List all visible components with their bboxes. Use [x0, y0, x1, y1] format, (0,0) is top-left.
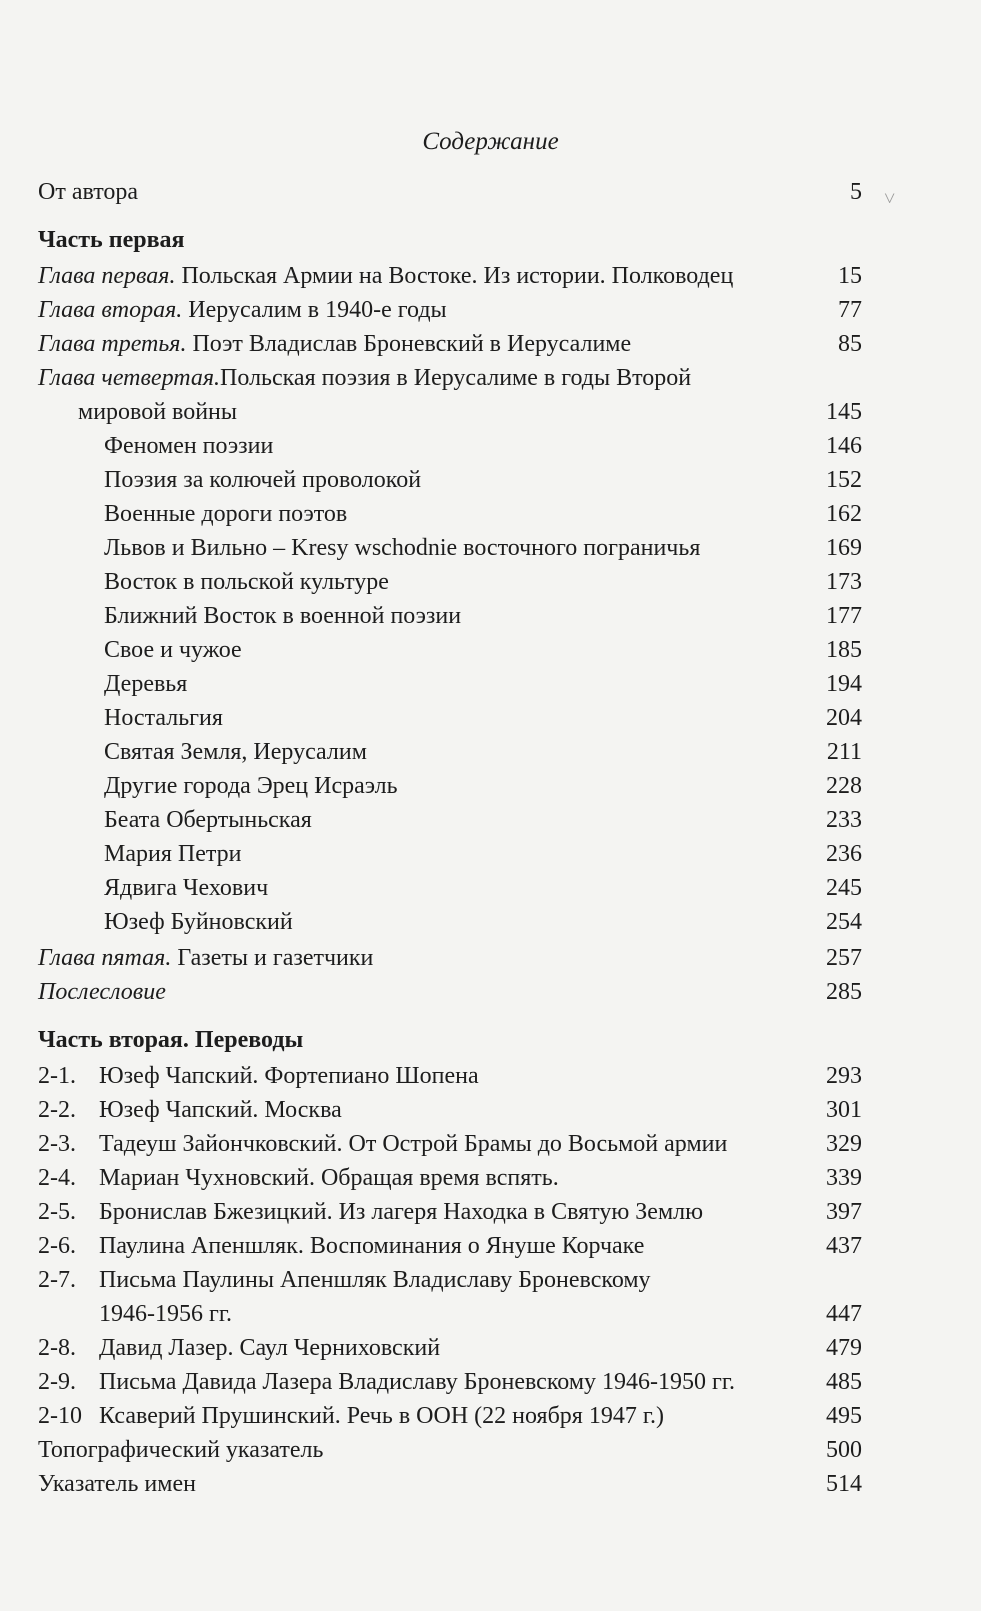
translation-entry: 2-10 Ксаверий Прушинский. Речь в ООН (22 ноября 1947 г.) 495 — [38, 1403, 862, 1429]
translation-entry: 2-2. Юзеф Чапский. Москва 301 — [38, 1097, 862, 1123]
translation-entry: 2-1. Юзеф Чапский. Фортепиано Шопена 293 — [38, 1063, 862, 1089]
section-entry: Львов и Вильно – Kresy wschodnie восточного пограничья 169 — [104, 535, 862, 561]
chapter-entry: Глава вторая. Иерусалим в 1940-е годы 77 — [38, 297, 862, 323]
part-heading: Часть первая — [38, 227, 185, 253]
margin-mark: ˅ — [884, 188, 896, 210]
section-entry: Военные дороги поэтов 162 — [104, 501, 862, 527]
chapter-entry: Глава третья. Поэт Владислав Броневский в Иерусалиме 85 — [38, 331, 862, 357]
chapter-entry: Глава пятая. Газеты и газетчики 257 — [38, 945, 862, 971]
section-entry: Деревья 194 — [104, 671, 862, 697]
chapter-entry: Глава четвертая.Польская поэзия в Иерусалиме в годы Второй — [38, 365, 692, 391]
translation-entry-continued: 1946-1956 гг. 447 — [99, 1301, 862, 1327]
translation-entry: 2-6. Паулина Апеншляк. Воспоминания о Януше Корчаке 437 — [38, 1233, 862, 1259]
section-entry: Святая Земля, Иерусалим 211 — [104, 739, 862, 765]
section-entry: Юзеф Буйновский 254 — [104, 909, 862, 935]
section-entry: Ностальгия 204 — [104, 705, 862, 731]
translation-entry: 2-3. Тадеуш Зайончковский. От Острой Брамы до Восьмой армии 329 — [38, 1131, 862, 1157]
section-entry: Поэзия за колючей проволокой 152 — [104, 467, 862, 493]
translation-entry: 2-5. Бронислав Бжезицкий. Из лагеря Находка в Святую Землю 397 — [38, 1199, 862, 1225]
index-entry: Указатель имен 514 — [38, 1471, 862, 1497]
section-entry: Феномен поэзии 146 — [104, 433, 862, 459]
section-entry: Другие города Эрец Исраэль 228 — [104, 773, 862, 799]
section-entry: Ближний Восток в военной поэзии 177 — [104, 603, 862, 629]
chapter-entry-continued: мировой войны 145 — [78, 399, 862, 425]
afterword-entry: Послесловие 285 — [38, 979, 862, 1005]
section-entry: Восток в польской культуре 173 — [104, 569, 862, 595]
translation-entry: 2-9. Письма Давида Лазера Владиславу Броневскому 1946-1950 гг. 485 — [38, 1369, 862, 1395]
toc-entry: От автора 5 — [38, 179, 862, 205]
chapter-entry: Глава первая. Польская Армии на Востоке. Из истории. Полководец 15 — [38, 263, 862, 289]
section-entry: Беата Обертыньская 233 — [104, 807, 862, 833]
translation-entry: 2-7. Письма Паулины Апеншляк Владиславу Броневскому — [38, 1267, 651, 1293]
translation-entry: 2-4. Мариан Чухновский. Обращая время вспять. 339 — [38, 1165, 862, 1191]
section-entry: Ядвига Чехович 245 — [104, 875, 862, 901]
section-entry: Свое и чужое 185 — [104, 637, 862, 663]
page-title: Содержание — [422, 128, 559, 155]
index-entry: Топографический указатель 500 — [38, 1437, 862, 1463]
part-heading: Часть вторая. Переводы — [38, 1027, 304, 1053]
section-entry: Мария Петри 236 — [104, 841, 862, 867]
translation-entry: 2-8. Давид Лазер. Саул Черниховский 479 — [38, 1335, 862, 1361]
